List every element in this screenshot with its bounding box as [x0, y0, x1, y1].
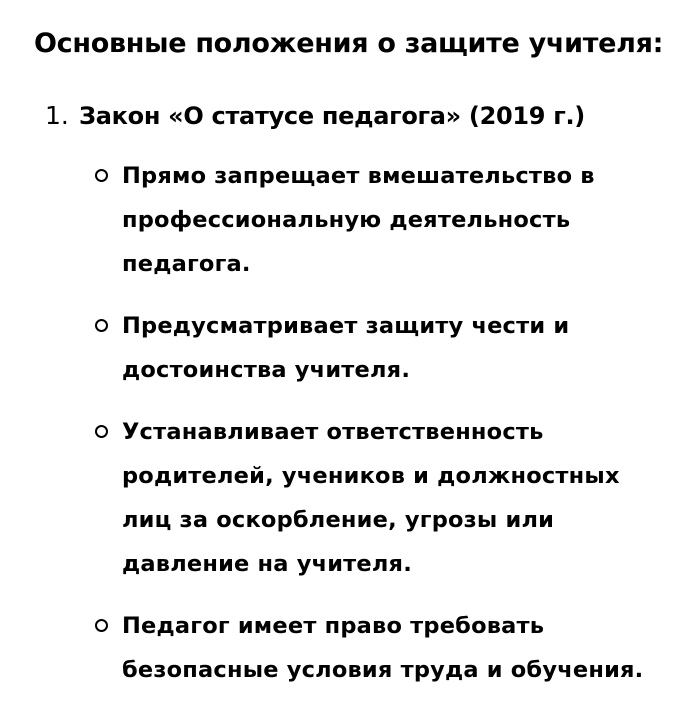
- law-item: [34, 101, 670, 130]
- list-item: [122, 154, 670, 286]
- law-points-list: [34, 154, 670, 692]
- list-item: [122, 410, 670, 586]
- point-text: Прямо запрещает вмешательство в профессиональную деятельность педагога.: [122, 163, 595, 277]
- law-title: Закон «О статусе педагога» (2019 г.): [79, 102, 585, 130]
- point-text: Педагог имеет право требовать безопасные условия труда и обучения.: [122, 613, 644, 683]
- circle-bullet-icon: [95, 169, 108, 182]
- circle-bullet-icon: [95, 619, 108, 632]
- page-title: Основные положения о защите учителя:: [34, 28, 664, 59]
- list-item: [122, 304, 670, 392]
- point-text: Устанавливает ответственность родителей, учеников и должностных лиц за оскорбление, угрозы или давление на учителя.: [122, 419, 620, 577]
- law-number: 1.: [45, 101, 69, 130]
- point-text: Предусматривает защиту чести и достоинства учителя.: [122, 313, 570, 383]
- circle-bullet-icon: [95, 319, 108, 332]
- circle-bullet-icon: [95, 425, 108, 438]
- list-item: [122, 604, 670, 692]
